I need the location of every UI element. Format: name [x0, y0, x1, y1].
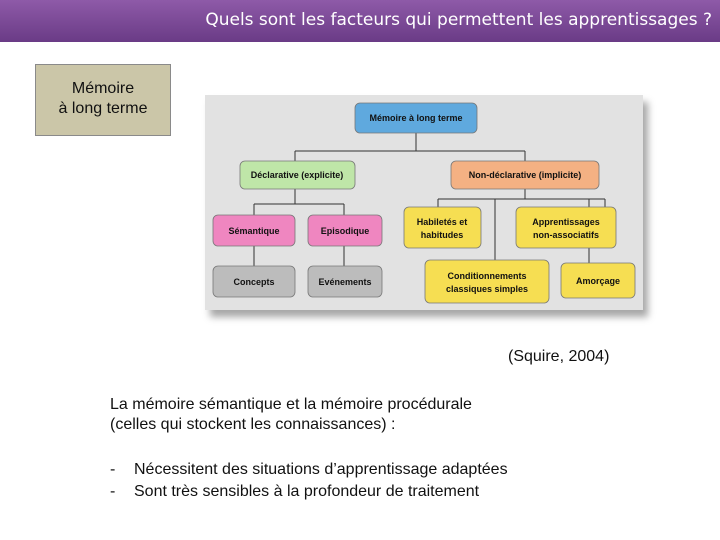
title-bar [0, 0, 720, 42]
topic-box [35, 64, 171, 136]
node-conditioning-label-1: Conditionnements [447, 271, 527, 281]
memory-diagram [205, 95, 643, 310]
node-non-declarative [451, 161, 599, 189]
node-skills-habits [404, 207, 481, 248]
paragraph-line-1: La mémoire sémantique et la mémoire procédurale [110, 396, 472, 413]
bullet-text: Nécessitent des situations d’apprentissage adaptées [134, 461, 508, 478]
node-skills-label-2: habitudes [420, 230, 464, 240]
node-non-associative [516, 207, 616, 248]
node-concepts [213, 266, 295, 297]
node-long-term-memory [355, 103, 477, 133]
node-nonassoc-label-1: Apprentissages [532, 217, 600, 227]
node-declarative [240, 161, 355, 189]
node-episodic [308, 215, 382, 246]
node-conditioning-box [425, 260, 549, 303]
node-skills-label-1: Habiletés et [416, 217, 468, 227]
node-conditioning [425, 260, 549, 303]
bullet-dash: - [110, 483, 116, 500]
node-semantic-label: Sémantique [228, 226, 280, 236]
node-concepts-label: Concepts [233, 277, 275, 287]
node-priming [561, 263, 635, 298]
node-events-label: Evénements [318, 277, 372, 287]
bullet-list [110, 459, 508, 503]
bullet-item [110, 481, 508, 503]
node-non-associative-box [516, 207, 616, 248]
node-priming-label: Amorçage [575, 276, 621, 286]
node-episodic-label: Episodique [320, 226, 370, 236]
node-events [308, 266, 382, 297]
bullet-text: Sont très sensibles à la profondeur de traitement [134, 483, 480, 500]
node-long-term-memory-label: Mémoire à long terme [369, 113, 463, 123]
bullet-dash: - [110, 461, 116, 478]
node-semantic [213, 215, 295, 246]
node-declarative-label: Déclarative (explicite) [250, 170, 344, 180]
topic-line-1: Mémoire [71, 80, 135, 97]
topic-line-2: à long terme [58, 100, 148, 117]
node-conditioning-label-2: classiques simples [445, 284, 529, 294]
citation: (Squire, 2004) [508, 348, 610, 365]
node-nonassoc-label-2: non-associatifs [532, 230, 600, 240]
node-skills-habits-box [404, 207, 481, 248]
slide-title: Quels sont les facteurs qui permettent les apprentissages ? [205, 10, 712, 30]
bullet-item [110, 459, 508, 481]
body-paragraph [110, 395, 472, 435]
node-non-declarative-label: Non-déclarative (implicite) [468, 170, 582, 180]
paragraph-line-2: (celles qui stockent les connaissances) : [110, 416, 396, 433]
